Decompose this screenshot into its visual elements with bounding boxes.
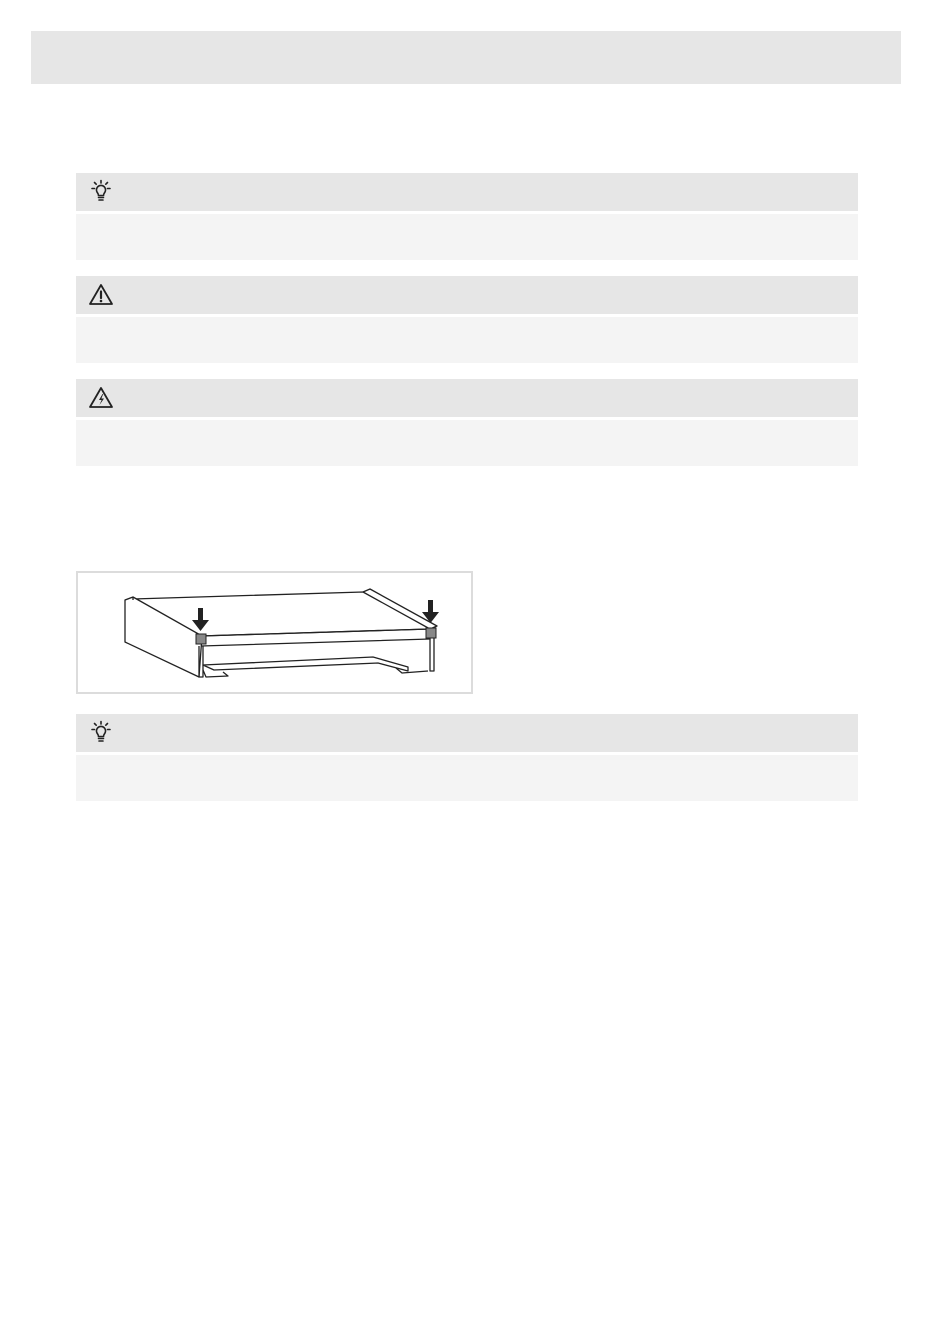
- shelf-figure: [76, 571, 473, 694]
- electric-hazard-notice-header: [76, 379, 858, 417]
- left-clip: [196, 634, 206, 644]
- warning-triangle-icon: [88, 282, 114, 308]
- lightbulb-icon: [88, 179, 114, 205]
- caution-notice-header: [76, 276, 858, 314]
- electric-hazard-notice: [76, 379, 858, 466]
- caution-notice-body: [76, 317, 858, 363]
- lightbulb-icon: [88, 720, 114, 746]
- tip-notice-header: [76, 173, 858, 211]
- right-clip: [426, 628, 436, 638]
- tip-notice-2: [76, 714, 858, 801]
- electric-hazard-notice-body: [76, 420, 858, 466]
- tip-notice-body: [76, 214, 858, 260]
- tip-notice-2-header: [76, 714, 858, 752]
- tip-notice-2-body: [76, 755, 858, 801]
- left-arrow: [192, 608, 209, 631]
- page-header-bar: [31, 31, 901, 84]
- tip-notice: [76, 173, 858, 260]
- shelf-installation-illustration: [78, 573, 475, 696]
- electric-shock-icon: [88, 385, 114, 411]
- caution-notice: [76, 276, 858, 363]
